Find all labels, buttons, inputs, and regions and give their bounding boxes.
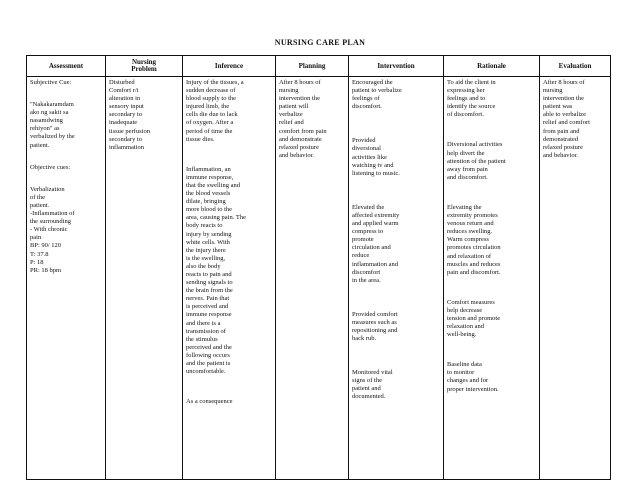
table-header-row bbox=[27, 56, 611, 77]
rationale-item-4: Comfort measures help decrease tension and promote relaxation and well-being. bbox=[447, 298, 501, 339]
nursing-problem-text: Disturbed Comfort r/t alteration in sensory input secondary to inadequate tissue perfusion secondary to inflammation bbox=[109, 79, 150, 151]
rationale-item-1: To aid the client in expressing her feelings and to identify the source of discomfort. bbox=[447, 79, 496, 119]
care-plan-table bbox=[26, 55, 611, 480]
header-planning: Planning bbox=[276, 56, 349, 77]
header-assessment: Assessment bbox=[27, 56, 106, 77]
planning-text: After 8 hours of nursing intervention the patient will verbalize relief and comfort from pain and demonstrate relaxed posture and behavior. bbox=[279, 79, 327, 159]
evaluation-cell bbox=[540, 77, 611, 480]
evaluation-text: After 8 hours of nursing intervention the patient was able to verbalize relief and comfort from pain and demonstrated relaxed posture and behavior. bbox=[543, 79, 590, 159]
rationale-item-5: Baseline data to monitor changes and for proper intervention. bbox=[447, 361, 499, 393]
header-rationale: Rationale bbox=[444, 56, 540, 77]
subjective-cue-text: "Nakakaramdam ako ng sakit sa nasamdwing rehiyon" as verbalized by the patient. bbox=[30, 101, 75, 149]
inference-text-1: Injury of the tissues, a sudden decrease of blood supply to the injured limb, the cells die due to lack of oxygen. After a period of time the tissue dies. bbox=[186, 79, 244, 143]
page-title: NURSING CARE PLAN bbox=[274, 38, 366, 47]
intervention-item-3: Elevated the affected extremity and applied warm compress to promote circulation and reduce inflammation and discomfort in the area. bbox=[352, 203, 400, 284]
objective-cues-text: Verbalization of the patient. -Inflammation of the surrounding - With chronic pain BP: 90/ 120 T: 37.8 P: 18 PR: 18 bpm bbox=[30, 185, 75, 274]
objective-cues-label: Objective cues: bbox=[30, 163, 71, 171]
table-row bbox=[27, 77, 611, 480]
rationale-item-3: Elevating the extremity promotes venous return and reduces swelling. Warm compress promotes circulation and relaxation of muscles and reduces pain and discomfort. bbox=[447, 203, 501, 276]
intervention-item-5: Monitored vital signs of the patient and documented. bbox=[352, 369, 393, 401]
inference-text-2: Inflammation, an immune response, that the swelling and the blood vessels dilate, bringing more blood to the area, causing pain. The body reacts to injury by sending white cells. With the injury there is the swelling, also the body reacts to pain and sending signals to the brain from the nerves. Pain that is perceived and immune response and there is a transmission of the stimulus perceived and the following occurs and the patient is uncomfortable. bbox=[186, 165, 246, 376]
header-inference: Inference bbox=[183, 56, 276, 77]
header-intervention: Intervention bbox=[349, 56, 444, 77]
header-nursing-problem: Nursing Problem bbox=[106, 56, 183, 77]
intervention-item-4: Provided comfort measures such as repositioning and back rub. bbox=[352, 310, 398, 343]
intervention-item-1: Encouraged the patient to verbalize feelings of discomfort. bbox=[352, 79, 402, 111]
intervention-cell bbox=[349, 77, 444, 480]
intervention-item-2: Provided diversional activities like watching tv and listening to music. bbox=[352, 137, 400, 177]
header-evaluation: Evaluation bbox=[540, 56, 611, 77]
rationale-item-2: Diversional activities help divert the attention of the patient away from pain and discomfort. bbox=[447, 141, 506, 181]
inference-text-3: As a consequence bbox=[186, 398, 233, 406]
nursing-problem-cell bbox=[106, 77, 183, 480]
rationale-cell bbox=[444, 77, 540, 480]
planning-cell bbox=[276, 77, 349, 480]
subjective-cue-label: Subjective Cue: bbox=[30, 79, 72, 86]
inference-cell bbox=[183, 77, 276, 480]
assessment-cell bbox=[27, 77, 106, 480]
